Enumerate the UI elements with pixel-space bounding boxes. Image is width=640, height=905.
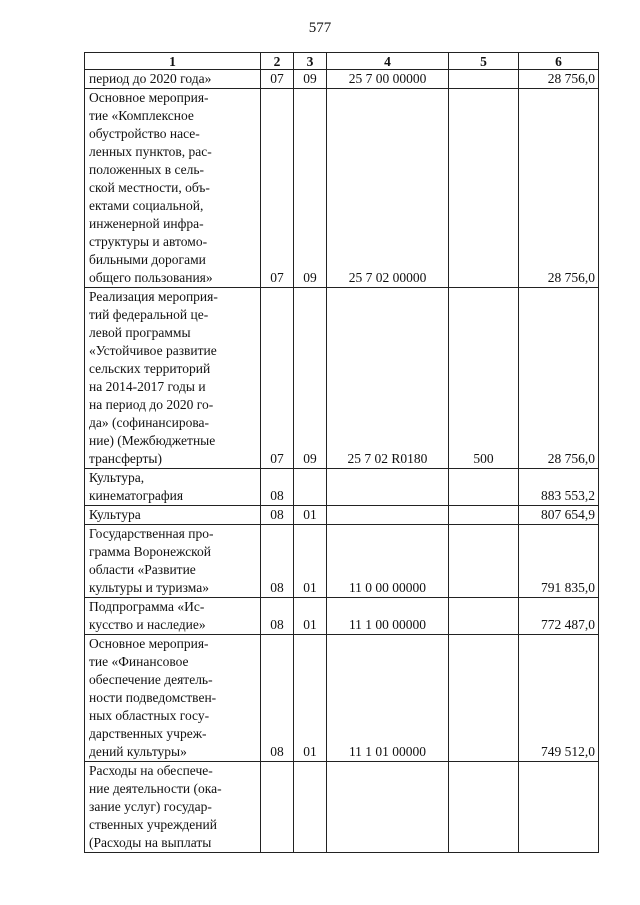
- row-subsection: 01: [294, 506, 327, 525]
- row-expense-type: [449, 762, 519, 853]
- page-number: 577: [308, 20, 332, 36]
- row-amount: 28 756,0: [519, 288, 599, 469]
- row-amount: 807 654,9: [519, 506, 599, 525]
- header-col-6: 6: [519, 53, 599, 70]
- row-expense-type: [449, 70, 519, 89]
- row-amount: 28 756,0: [519, 70, 599, 89]
- row-subsection: 01: [294, 598, 327, 635]
- row-amount: 28 756,0: [519, 89, 599, 288]
- row-target-code: 25 7 00 00000: [327, 70, 449, 89]
- row-section: 08: [261, 635, 294, 762]
- row-amount: 749 512,0: [519, 635, 599, 762]
- header-col-5: 5: [449, 53, 519, 70]
- row-section: 07: [261, 288, 294, 469]
- row-target-code: 11 1 00 00000: [327, 598, 449, 635]
- row-target-code: 25 7 02 R0180: [327, 288, 449, 469]
- table-row: [85, 525, 599, 598]
- row-name: Расходы на обеспече- ние деятельности (ока- зание услуг) государ- ственных учреждений (Расходы на выплаты: [85, 762, 261, 853]
- row-section: 08: [261, 525, 294, 598]
- header-col-2: 2: [261, 53, 294, 70]
- row-expense-type: [449, 525, 519, 598]
- row-amount: 883 553,2: [519, 469, 599, 506]
- row-subsection: [294, 762, 327, 853]
- row-section: 07: [261, 89, 294, 288]
- row-target-code: [327, 762, 449, 853]
- row-target-code: 11 0 00 00000: [327, 525, 449, 598]
- table-row: [85, 506, 599, 525]
- row-section: 08: [261, 506, 294, 525]
- table-row: [85, 635, 599, 762]
- row-subsection: 09: [294, 70, 327, 89]
- row-expense-type: [449, 469, 519, 506]
- row-target-code: [327, 506, 449, 525]
- table-row: [85, 89, 599, 288]
- row-name: Основное мероприя- тие «Комплексное обустройство насе- ленных пунктов, рас- положенных в сель- ской местности, объ- ектами социальной, инженерной инфра- структуры и автомо- бильными дорогами общего пользования»: [85, 89, 261, 288]
- table-row: [85, 469, 599, 506]
- row-name: Культура: [85, 506, 261, 525]
- row-subsection: 09: [294, 288, 327, 469]
- row-section: [261, 762, 294, 853]
- table-row: [85, 762, 599, 853]
- row-name: Основное мероприя- тие «Финансовое обеспечение деятель- ности подведомствен- ных областных госу- дарственных учреж- дений культуры»: [85, 635, 261, 762]
- row-expense-type: [449, 506, 519, 525]
- row-name: Подпрограмма «Ис- кусство и наследие»: [85, 598, 261, 635]
- header-col-4: 4: [327, 53, 449, 70]
- budget-table: [84, 52, 599, 853]
- row-section: 07: [261, 70, 294, 89]
- row-name: Реализация мероприя- тий федеральной це- левой программы «Устойчивое развитие сельских территорий на 2014-2017 годы и на период до 2020 го- да» (софинансирова- ние) (Межбюджетные трансферты): [85, 288, 261, 469]
- row-subsection: 01: [294, 635, 327, 762]
- header-row: [85, 53, 599, 70]
- row-section: 08: [261, 598, 294, 635]
- row-amount: 772 487,0: [519, 598, 599, 635]
- row-subsection: [294, 469, 327, 506]
- row-subsection: 09: [294, 89, 327, 288]
- row-target-code: [327, 469, 449, 506]
- row-expense-type: [449, 598, 519, 635]
- table-row: [85, 70, 599, 89]
- row-expense-type: [449, 635, 519, 762]
- row-target-code: 25 7 02 00000: [327, 89, 449, 288]
- table-row: [85, 288, 599, 469]
- row-name: Культура, кинематография: [85, 469, 261, 506]
- row-subsection: 01: [294, 525, 327, 598]
- row-expense-type: 500: [449, 288, 519, 469]
- row-target-code: 11 1 01 00000: [327, 635, 449, 762]
- table-row: [85, 598, 599, 635]
- header-col-3: 3: [294, 53, 327, 70]
- row-amount: [519, 762, 599, 853]
- row-name: Государственная про- грамма Воронежской области «Развитие культуры и туризма»: [85, 525, 261, 598]
- row-section: 08: [261, 469, 294, 506]
- header-col-1: 1: [85, 53, 261, 70]
- row-name: период до 2020 года»: [85, 70, 261, 89]
- row-amount: 791 835,0: [519, 525, 599, 598]
- row-expense-type: [449, 89, 519, 288]
